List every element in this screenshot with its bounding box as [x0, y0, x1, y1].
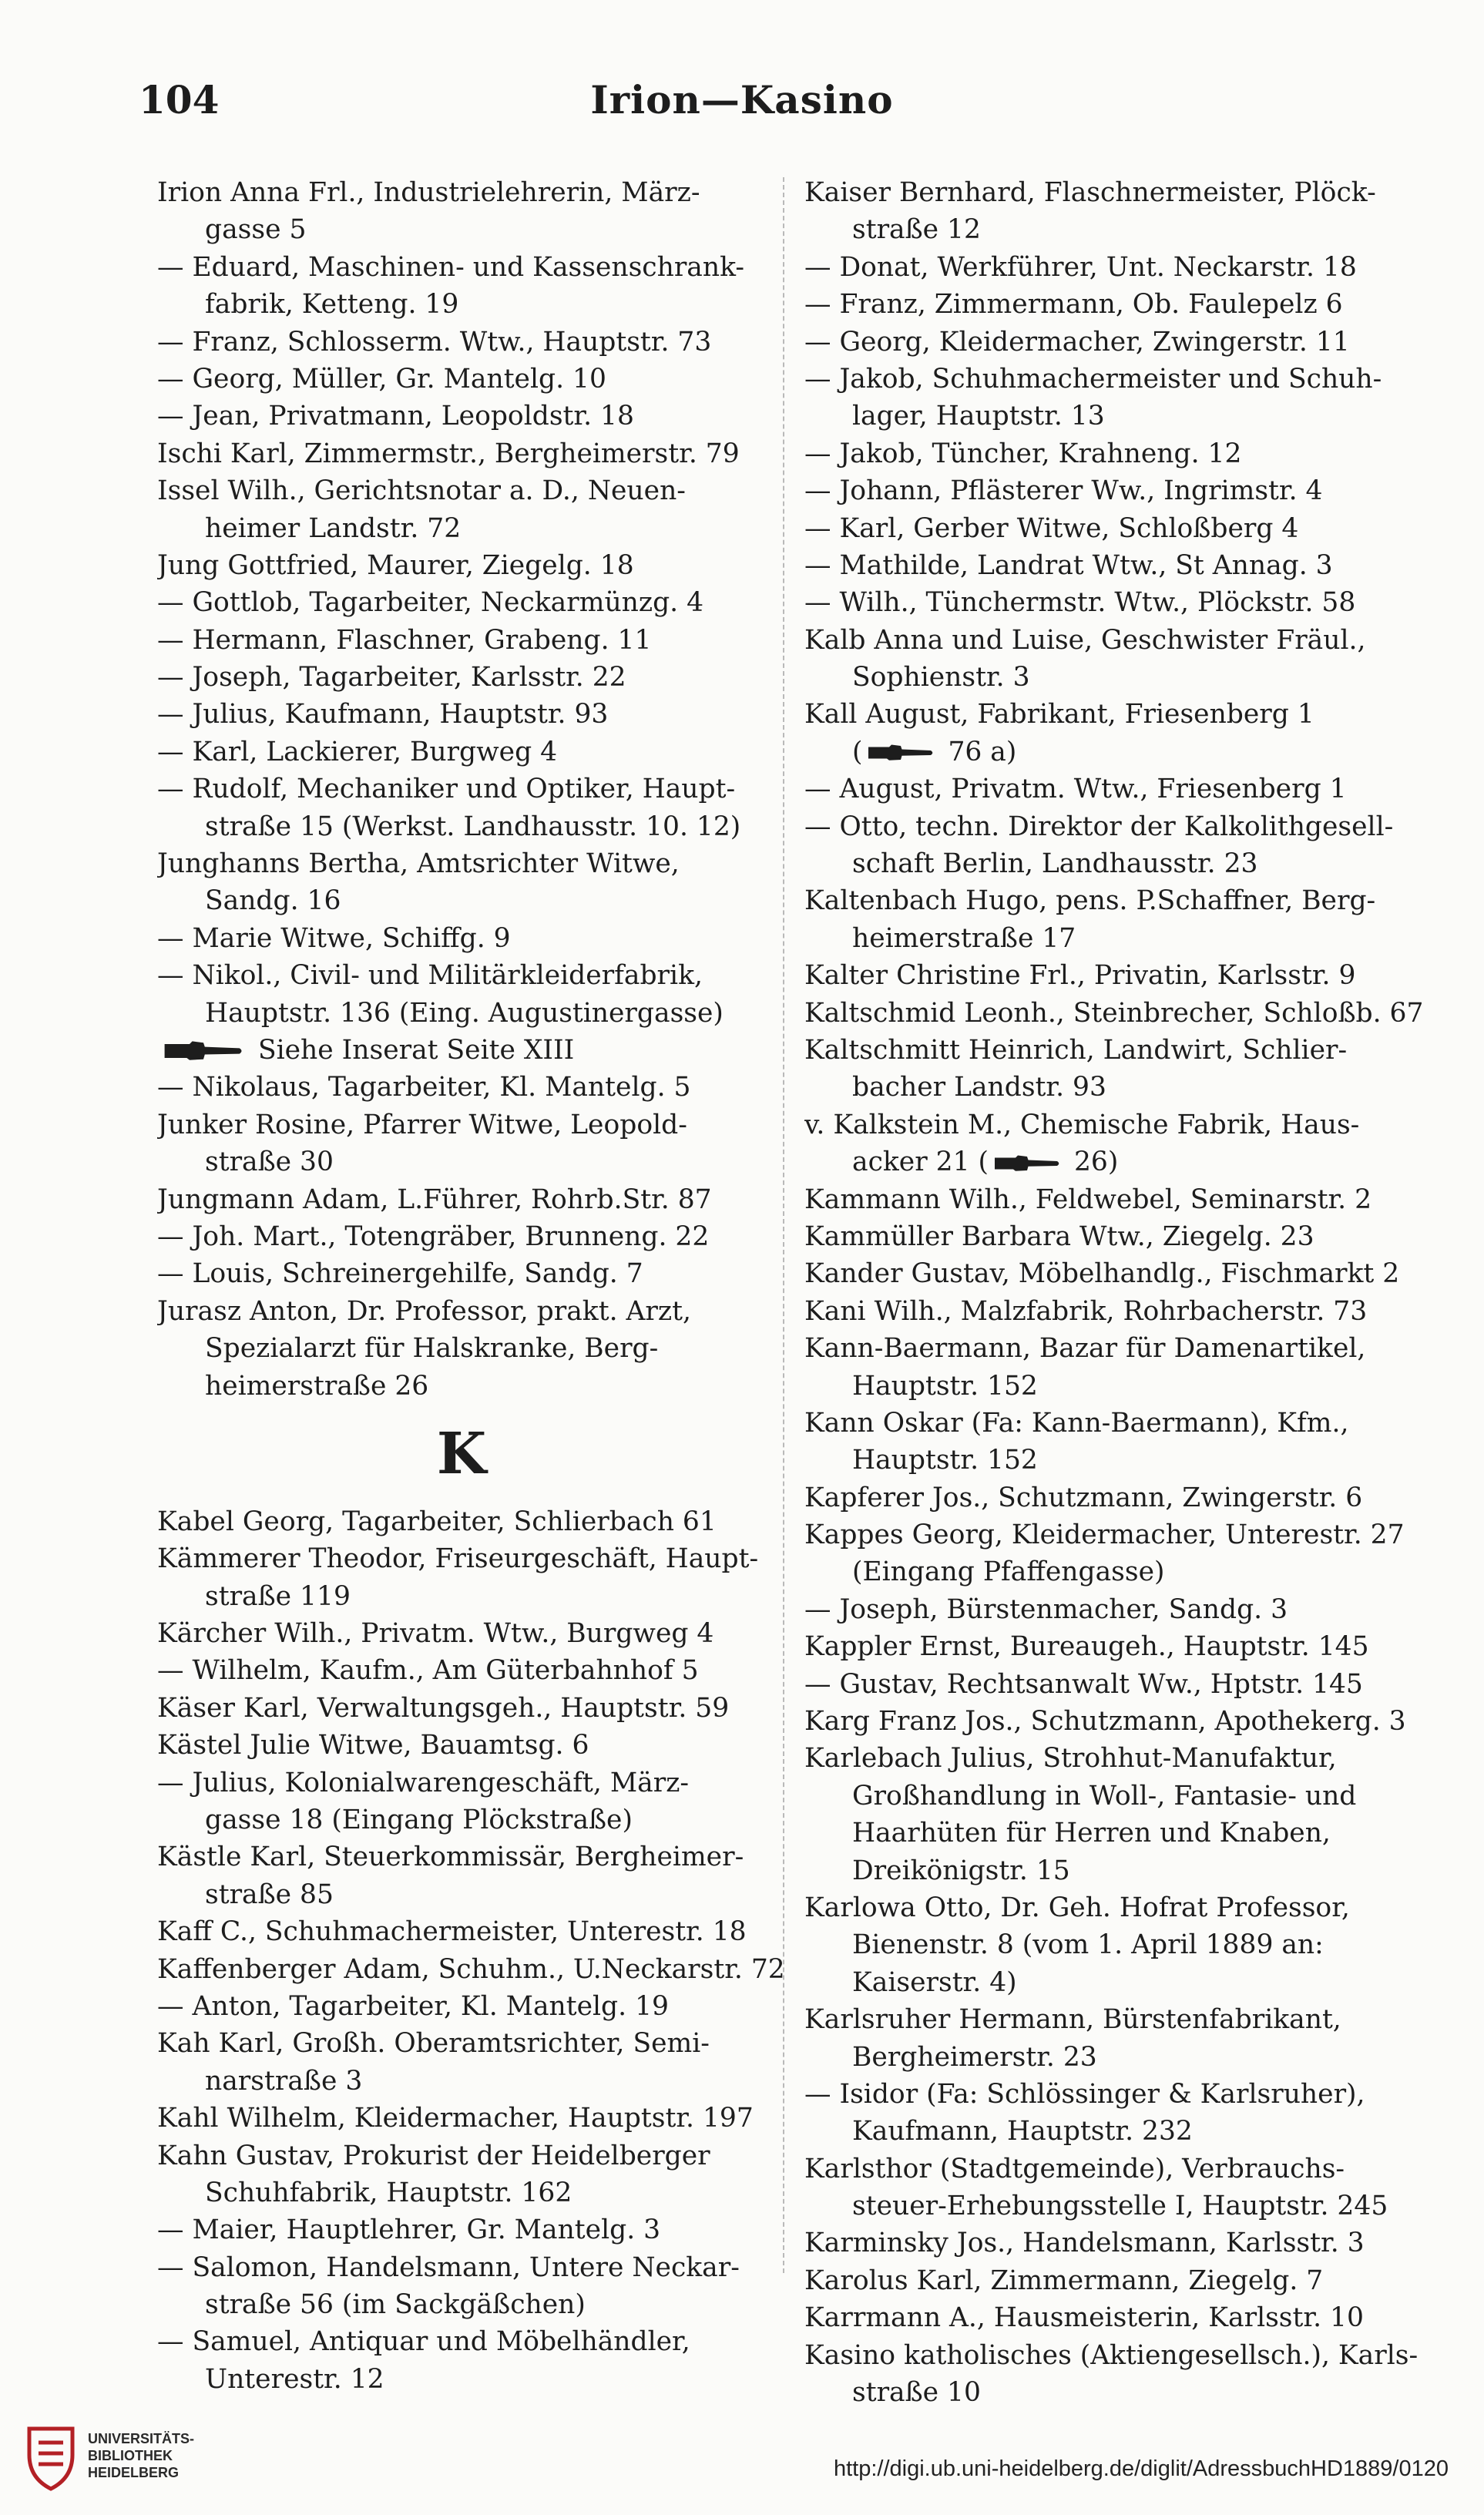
- entry-line: Karolus Karl, Zimmermann, Ziegelg. 7: [804, 2265, 1324, 2296]
- entry-line: — Joseph, Bürstenmacher, Sandg. 3: [804, 1593, 1288, 1625]
- entry-line: — Mathilde, Landrat Wtw., St Annag. 3: [804, 549, 1333, 581]
- entry-line: — Gustav, Rechtsanwalt Ww., Hptstr. 145: [804, 1668, 1363, 1700]
- entry-line: — Gottlob, Tagarbeiter, Neckarmünzg. 4: [157, 587, 704, 619]
- inserat-ref: 26): [1073, 1147, 1119, 1178]
- entry-line: — Karl, Lackierer, Burgweg 4: [157, 736, 558, 767]
- entry-line: Kaltschmitt Heinrich, Landwirt, Schlier-: [804, 1034, 1348, 1066]
- entry-line: — Donat, Werkführer, Unt. Neckarstr. 18: [804, 251, 1357, 283]
- kalkstein-address: acker 21 (: [852, 1147, 989, 1178]
- entry-line: Kalb Anna und Luise, Geschwister Fräul.,: [804, 624, 1366, 656]
- entry-line: schaft Berlin, Landhausstr. 23: [852, 848, 1258, 880]
- left-column: [157, 174, 789, 2398]
- entry-line: heimer Landstr. 72: [205, 512, 462, 544]
- entry-line: Dreikönigstr. 15: [852, 1855, 1070, 1886]
- entry-line: straße 10: [852, 2377, 981, 2409]
- pointing-hand-icon: [157, 1037, 250, 1065]
- entry-line: narstraße 3: [205, 2065, 363, 2097]
- entry-line: straße 85: [205, 1879, 334, 1910]
- entry-line: [157, 1032, 789, 1069]
- entry-line: — August, Privatm. Wtw., Friesenberg 1: [804, 774, 1347, 805]
- entry-line: Kappes Georg, Kleidermacher, Unterestr. 27: [804, 1519, 1405, 1551]
- entry-line: — Jakob, Tüncher, Krahneng. 12: [804, 438, 1242, 469]
- entry-line: — Julius, Kolonialwarengeschäft, März-: [157, 1767, 690, 1798]
- entry-line: Schuhfabrik, Hauptstr. 162: [205, 2177, 572, 2208]
- entry-line: — Karl, Gerber Witwe, Schloßberg 4: [804, 512, 1299, 544]
- entry-line: Karg Franz Jos., Schutzmann, Apothekerg. 3: [804, 1706, 1406, 1738]
- entry-line: Karrmann A., Hausmeisterin, Karlsstr. 10: [804, 2302, 1364, 2334]
- entry-line: — Georg, Müller, Gr. Mantelg. 10: [157, 363, 606, 395]
- entry-line: Karlsruher Hermann, Bürstenfabrikant,: [804, 2004, 1341, 2036]
- entry-line: Kaffenberger Adam, Schuhm., U.Neckarstr. 72: [157, 1953, 785, 1985]
- entry-line: Kah Karl, Großh. Oberamtsrichter, Semi-: [157, 2028, 710, 2060]
- source-url[interactable]: http://digi.ub.uni-heidelberg.de/diglit/AdressbuchHD1889/0120: [833, 2456, 1449, 2481]
- entry-line: fabrik, Ketteng. 19: [205, 289, 459, 321]
- entry-line: Kaiser Bernhard, Flaschnermeister, Plöck-: [804, 177, 1376, 208]
- entry-line: Jung Gottfried, Maurer, Ziegelg. 18: [157, 549, 634, 581]
- entry-line: — Nikol., Civil- und Militärkleiderfabrik,: [157, 960, 703, 992]
- entry-line: — Franz, Zimmermann, Ob. Faulepelz 6: [804, 289, 1343, 321]
- entry-line: Irion Anna Frl., Industrielehrerin, März-: [157, 177, 700, 208]
- entry-line: Kahl Wilhelm, Kleidermacher, Hauptstr. 197: [157, 2103, 754, 2134]
- entry-line: — Johann, Pflästerer Ww., Ingrimstr. 4: [804, 475, 1323, 507]
- entry-line: Junghanns Bertha, Amtsrichter Witwe,: [157, 848, 680, 880]
- entry-line: Kappler Ernst, Bureaugeh., Hauptstr. 145: [804, 1631, 1369, 1663]
- entry-line: Kämmerer Theodor, Friseurgeschäft, Haupt-: [157, 1543, 759, 1575]
- entry-line: Sandg. 16: [205, 885, 341, 917]
- entry-line: Hauptstr. 152: [852, 1370, 1038, 1402]
- entry-line: straße 119: [205, 1580, 351, 1612]
- entry-line: gasse 18 (Eingang Plöckstraße): [205, 1805, 633, 1836]
- entry-line: Kaff C., Schuhmachermeister, Unterestr. 18: [157, 1916, 747, 1948]
- entry-line: — Rudolf, Mechaniker und Optiker, Haupt-: [157, 774, 736, 805]
- entry-line: Karlowa Otto, Dr. Geh. Hofrat Professor,: [804, 1892, 1350, 1923]
- entry-line: — Jean, Privatmann, Leopoldstr. 18: [157, 401, 634, 432]
- entry-line: Kammüller Barbara Wtw., Ziegelg. 23: [804, 1221, 1314, 1252]
- inserat-ref: 76 a): [948, 736, 1017, 767]
- entry-line: Kammann Wilh., Feldwebel, Seminarstr. 2: [804, 1184, 1372, 1215]
- entry-line: Bienenstr. 8 (vom 1. April 1889 an:: [852, 1929, 1324, 1961]
- entry-line: Kaltschmid Leonh., Steinbrecher, Schloßb. 67: [804, 997, 1424, 1029]
- entry-line: Hauptstr. 136 (Eing. Augustinergasse): [205, 997, 724, 1029]
- entry-line: Ischi Karl, Zimmermstr., Bergheimerstr. 79: [157, 438, 740, 469]
- entry-line: Kabel Georg, Tagarbeiter, Schlierbach 61: [157, 1506, 717, 1537]
- page-title: Irion—Kasino: [590, 77, 894, 123]
- entry-line: Kärcher Wilh., Privatm. Wtw., Burgweg 4: [157, 1618, 714, 1650]
- entry-line: — Louis, Schreinergehilfe, Sandg. 7: [157, 1258, 643, 1290]
- entry-line: — Nikolaus, Tagarbeiter, Kl. Mantelg. 5: [157, 1072, 691, 1103]
- entry-line: Haarhüten für Herren und Knaben,: [852, 1818, 1331, 1849]
- entry-line: — Georg, Kleidermacher, Zwingerstr. 11: [804, 326, 1350, 358]
- entry-line: Jurasz Anton, Dr. Professor, prakt. Arzt,: [157, 1295, 691, 1327]
- library-name: UNIVERSITÄTS- BIBLIOTHEK HEIDELBERG: [88, 2431, 195, 2480]
- entry-line: Kani Wilh., Malzfabrik, Rohrbacherstr. 73: [804, 1295, 1368, 1327]
- entry-line: bacher Landstr. 93: [852, 1072, 1106, 1103]
- entry-line: Issel Wilh., Gerichtsnotar a. D., Neuen-: [157, 475, 686, 507]
- entry-line: lager, Hauptstr. 13: [852, 401, 1105, 432]
- pointing-hand-icon: [989, 1152, 1066, 1175]
- entry-line: — Maier, Hauptlehrer, Gr. Mantelg. 3: [157, 2214, 661, 2246]
- entry-line: — Jakob, Schuhmachermeister und Schuh-: [804, 363, 1382, 395]
- entry-line: — Anton, Tagarbeiter, Kl. Mantelg. 19: [157, 1990, 669, 2022]
- entry-line: v. Kalkstein M., Chemische Fabrik, Haus-: [804, 1109, 1360, 1140]
- entry-line: — Wilh., Tünchermstr. Wtw., Plöckstr. 58: [804, 587, 1356, 619]
- library-logo: [23, 2421, 193, 2498]
- entry-line: Kander Gustav, Möbelhandlg., Fischmarkt 2: [804, 1258, 1400, 1290]
- entry-line: Bergheimerstr. 23: [852, 2041, 1097, 2073]
- entry-line: heimerstraße 17: [852, 922, 1076, 954]
- entry-line: Hauptstr. 152: [852, 1445, 1038, 1476]
- entry-line: ( 76 a): [852, 736, 1017, 767]
- section-letter-heading: K: [436, 1420, 487, 1487]
- entry-line: straße 12: [852, 214, 981, 246]
- entry-line: heimerstraße 26: [205, 1370, 429, 1402]
- entry-line: Kästel Julie Witwe, Bauamtsg. 6: [157, 1730, 589, 1761]
- entry-line: Kästle Karl, Steuerkommissär, Bergheimer-: [157, 1842, 744, 1873]
- entry-line: Kaiserstr. 4): [852, 1966, 1017, 1998]
- entry-line: steuer-Erhebungsstelle I, Hauptstr. 245: [852, 2191, 1388, 2222]
- entry-line: — Joseph, Tagarbeiter, Karlsstr. 22: [157, 662, 626, 693]
- entry-line: — Otto, techn. Direktor der Kalkolithgesell-: [804, 811, 1394, 842]
- entry-line: Kalter Christine Frl., Privatin, Karlsstr. 9: [804, 960, 1356, 992]
- entry-line: — Salomon, Handelsmann, Untere Neckar-: [157, 2251, 740, 2283]
- entry-line: Großhandlung in Woll-, Fantasie- und: [852, 1780, 1357, 1812]
- entry-line: Karlsthor (Stadtgemeinde), Verbrauchs-: [804, 2153, 1345, 2184]
- entry-line: — Franz, Schlosserm. Wtw., Hauptstr. 73: [157, 326, 712, 358]
- entry-line: straße 56 (im Sackgäßchen): [205, 2289, 586, 2321]
- entry-line: Junker Rosine, Pfarrer Witwe, Leopold-: [157, 1109, 687, 1140]
- entry-line: — Marie Witwe, Schiffg. 9: [157, 922, 511, 954]
- entry-line: Jungmann Adam, L.Führer, Rohrb.Str. 87: [157, 1184, 712, 1215]
- entry-line: Kaufmann, Hauptstr. 232: [852, 2116, 1193, 2147]
- entry-line: Karlebach Julius, Strohhut-Manufaktur,: [804, 1743, 1337, 1775]
- entry-line: Kapferer Jos., Schutzmann, Zwingerstr. 6: [804, 1482, 1363, 1513]
- entry-line: Kann Oskar (Fa: Kann-Baermann), Kfm.,: [804, 1407, 1349, 1439]
- entry-line: straße 30: [205, 1147, 334, 1178]
- entry-line: straße 15 (Werkst. Landhausstr. 10. 12): [205, 811, 741, 842]
- entry-line: Karminsky Jos., Handelsmann, Karlsstr. 3: [804, 2228, 1365, 2259]
- right-column: [804, 174, 1433, 2411]
- inserat-note: Siehe Inserat Seite XIII: [257, 1034, 575, 1066]
- entry-line: Kahn Gustav, Prokurist der Heidelberger: [157, 2140, 710, 2171]
- entry-line: [804, 1143, 1433, 1180]
- entry-line: — Samuel, Antiquar und Möbelhändler,: [157, 2326, 690, 2358]
- page-header: [139, 77, 1345, 139]
- entry-line: — Isidor (Fa: Schlössinger & Karlsruher),: [804, 2078, 1365, 2110]
- entry-line: Käser Karl, Verwaltungsgeh., Hauptstr. 59: [157, 1692, 730, 1724]
- entry-line: Sophienstr. 3: [852, 662, 1030, 693]
- entry-line: Spezialarzt für Halskranke, Berg-: [205, 1333, 659, 1365]
- entry-line: — Joh. Mart., Totengräber, Brunneng. 22: [157, 1221, 710, 1252]
- entry-line: gasse 5: [205, 214, 307, 246]
- entry-line: — Wilhelm, Kaufm., Am Güterbahnhof 5: [157, 1655, 699, 1687]
- entry-line: Kasino katholisches (Aktiengesellsch.), Karls-: [804, 2339, 1419, 2371]
- page-number: 104: [139, 77, 220, 123]
- entry-line: — Hermann, Flaschner, Grabeng. 11: [157, 624, 652, 656]
- library-emblem-icon: [23, 2424, 79, 2493]
- entry-line: (Eingang Pfaffengasse): [852, 1556, 1165, 1588]
- entry-line: Kann-Baermann, Bazar für Damenartikel,: [804, 1333, 1366, 1365]
- entry-line: — Julius, Kaufmann, Hauptstr. 93: [157, 699, 609, 730]
- entry-line: Unterestr. 12: [205, 2363, 384, 2395]
- entry-line: Kall August, Fabrikant, Friesenberg 1: [804, 699, 1314, 730]
- pointing-hand-icon: [862, 741, 939, 764]
- entry-line: — Eduard, Maschinen- und Kassenschrank-: [157, 251, 745, 283]
- entry-line: Kaltenbach Hugo, pens. P.Schaffner, Berg-: [804, 885, 1376, 917]
